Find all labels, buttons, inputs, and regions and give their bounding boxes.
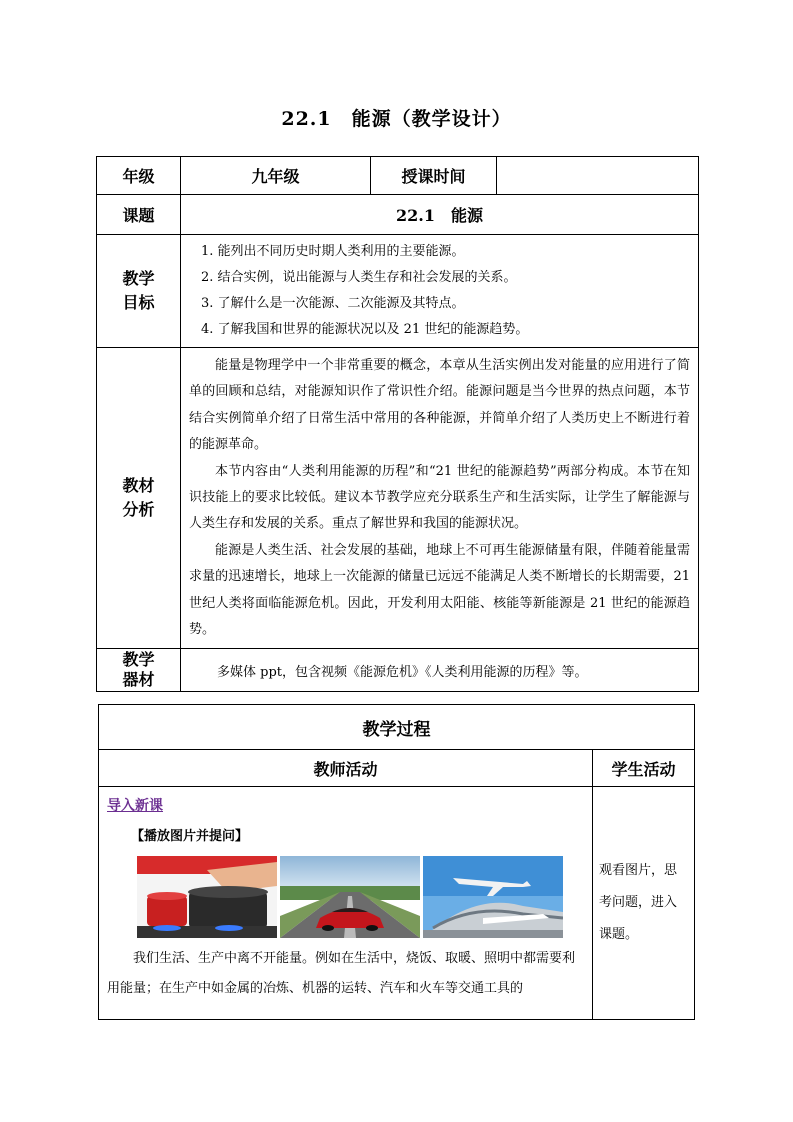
analysis-paragraph: 能源是人类生活、社会发展的基础，地球上不可再生能源储量有限，伴随着能量需求量的迅速增长，地球上一次能源的储量已远远不能满足人类不断增长的长期需要，21 世纪人类将面临能源危机。因此，开发利用太阳能、核能等新能源是 21 世纪的能源趋势。 bbox=[189, 542, 690, 638]
analysis-paragraph: 本节内容由“人类利用能源的历程”和“21 世纪的能源趋势”两部分构成。本节在知识技能上的要求比较低。建议本节教学应充分联系生产和生活实际，让学生了解能源与人类生存和发展的关系。重点了解世界和我国的能源状况。 bbox=[189, 463, 690, 532]
teacher-activity-header: 教师活动 bbox=[99, 750, 593, 787]
goals-label: 教学 目标 bbox=[97, 235, 181, 348]
teacher-text: 我们生活、生产中离不开能量。例如在生活中，烧饭、取暖、照明中都需要利用能量；在生产中如金属的冶炼、机器的运转、汽车和火车等交通工具的 bbox=[107, 951, 576, 996]
goal-item: 2. 结合实例，说出能源与人类生存和社会发展的关系。 bbox=[201, 270, 517, 285]
document-title: 22.1 能源（教学设计） bbox=[281, 108, 512, 130]
airplane-train-image bbox=[423, 856, 563, 938]
goal-item: 3. 了解什么是一次能源、二次能源及其特点。 bbox=[201, 296, 465, 311]
time-label: 授课时间 bbox=[371, 157, 497, 195]
equipment-value: 多媒体 ppt，包含视频《能源危机》《人类利用能源的历程》等。 bbox=[181, 649, 699, 692]
student-activity-cell: 观看图片，思考问题，进入课题。 bbox=[593, 787, 695, 1020]
topic-label: 课题 bbox=[97, 195, 181, 235]
equipment-label: 教学 器材 bbox=[97, 649, 181, 692]
grade-value: 九年级 bbox=[181, 157, 371, 195]
process-table bbox=[98, 704, 695, 1020]
teacher-activity-cell bbox=[99, 787, 593, 1020]
time-value bbox=[497, 157, 699, 195]
process-title: 教学过程 bbox=[99, 705, 695, 750]
goal-item: 4. 了解我国和世界的能源状况以及 21 世纪的能源趋势。 bbox=[201, 322, 529, 337]
image-row bbox=[137, 856, 586, 938]
bracket-note: 【播放图片并提问】 bbox=[131, 829, 249, 844]
analysis-paragraph: 能量是物理学中一个非常重要的概念，本章从生活实例出发对能量的应用进行了简单的回顾和总结，对能源知识作了常识性介绍。能源问题是当今世界的热点问题，本节结合实例简单介绍了日常生活中常用的各种能源，并简单介绍了人类历史上不断进行着的能源革命。 bbox=[189, 358, 690, 453]
intro-section-link[interactable]: 导入新课 bbox=[107, 798, 163, 814]
red-sports-car-image bbox=[280, 856, 420, 938]
info-table bbox=[96, 156, 699, 692]
goal-item: 1. 能列出不同历史时期人类利用的主要能源。 bbox=[201, 244, 465, 259]
student-activity-header: 学生活动 bbox=[593, 750, 695, 787]
cooking-pot-image bbox=[137, 856, 277, 938]
grade-label: 年级 bbox=[97, 157, 181, 195]
analysis-label: 教材 分析 bbox=[97, 348, 181, 649]
topic-value: 22.1 能源 bbox=[181, 195, 699, 235]
goals-list bbox=[181, 235, 699, 348]
analysis-text bbox=[181, 348, 699, 649]
